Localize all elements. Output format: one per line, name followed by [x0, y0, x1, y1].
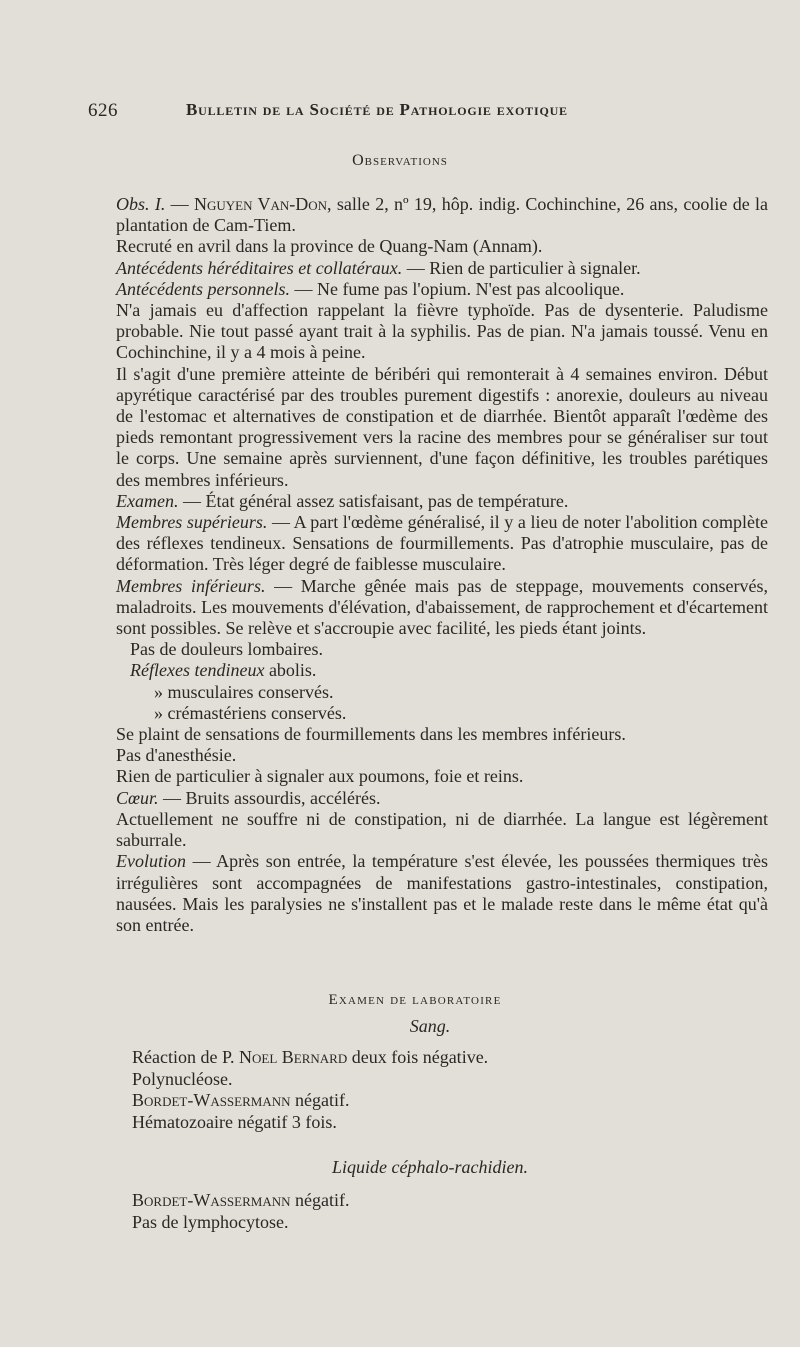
text-span: Rien de particulier à signaler aux poumons, foie et reins.: [116, 766, 524, 787]
blood-result-line: Hématozoaire négatif 3 fois.: [132, 1111, 337, 1132]
text-span: » musculaires conservés.: [154, 681, 334, 702]
blood-results: [132, 1047, 752, 1133]
text-span: Se plaint de sensations de fourmillements dans les membres inférieurs.: [116, 724, 626, 745]
blood-heading: Sang.: [409, 1016, 451, 1036]
running-title: Bulletin de la Société de Pathologie exotique: [186, 100, 568, 119]
observation-paragraph: [116, 851, 768, 936]
text-span: Pas d'anesthésie.: [116, 745, 237, 766]
observation-paragraph: [116, 724, 768, 745]
text-span: » crémastériens conservés.: [154, 702, 347, 723]
observation-paragraph: [116, 788, 768, 809]
text-span: deux fois négative.: [347, 1047, 489, 1067]
observation-paragraph: [116, 236, 768, 257]
test-name: Bordet-Wassermann: [132, 1090, 291, 1110]
csf-heading: Liquide céphalo-rachidien.: [332, 1157, 528, 1177]
observation-paragraph: [116, 279, 768, 300]
observation-text: [116, 194, 768, 936]
observation-paragraph: [116, 576, 768, 640]
csf-result-line: Pas de lymphocytose.: [132, 1211, 289, 1232]
text-span: — A part l'œdème généralisé, il y a lieu de noter l'abolition complète des réflexes tendineux. Sensations de fourmillements. Pas d'atrophie musculaire, pas de déformation. Très léger degré de faiblesse musculaire.: [116, 512, 769, 575]
text-span: Il s'agit d'une première atteinte de béribéri qui remonterait à 4 semaines environ. Début apyrétique caractérisé par des troubles purement digestifs : anorexie, douleurs au niveau de l'estomac et alternatives de constipation et de diarrhée. Bientôt apparaît l'œdème des pieds remontant progressivement vers la racine des membres pour se généraliser sur tout le corps. Une semaine après surviennent, d'une façon définitive, les troubles parétiques des membres inférieurs.: [116, 363, 768, 490]
section-heading: Observations: [352, 152, 448, 169]
text-span: — Ne fume pas l'opium. N'est pas alcoolique.: [289, 278, 625, 299]
observation-label: Membres inférieurs.: [116, 575, 266, 596]
observation-label: Examen.: [116, 490, 179, 511]
observation-paragraph: [116, 300, 768, 364]
observation-label: Evolution: [116, 851, 186, 872]
csf-results: [132, 1190, 752, 1233]
page-number: 626: [88, 100, 118, 121]
observation-paragraph: [116, 809, 768, 851]
observation-label: Antécédents héréditaires et collatéraux.: [116, 257, 403, 278]
observation-paragraph: [116, 258, 768, 279]
text-span: , salle 2, nº 19, hôp. indig. Cochinchine, 26 ans, coolie de la plantation de Cam-Tiem.: [116, 194, 769, 236]
text-span: négatif.: [290, 1190, 350, 1210]
patient-name: Nguyen Van-Don: [194, 194, 328, 214]
blood-result-line: [132, 1090, 752, 1112]
text-span: abolis.: [264, 660, 317, 681]
laboratory-heading: Examen de laboratoire: [328, 992, 502, 1008]
text-span: Actuellement ne souffre ni de constipation, ni de diarrhée. La langue est légèrement saburrale.: [116, 808, 768, 851]
text-span: —: [165, 194, 194, 214]
text-span: Recruté en avril dans la province de Quang-Nam (Annam).: [116, 236, 543, 257]
test-name: Bordet-Wassermann: [132, 1190, 291, 1210]
observation-label: Antécédents personnels.: [116, 278, 290, 299]
text-span: N'a jamais eu d'affection rappelant la fièvre typhoïde. Pas de dysenterie. Paludisme probable. Nie tout passé ayant trait à la syphilis. Pas de pian. N'a jamais toussé. Venu en Cochinchine, il y a 4 mois à peine.: [116, 300, 768, 363]
text-span: — Marche gênée mais pas de steppage, mouvements conservés, maladroits. Les mouvements d'élévation, d'abaissement, de rapprochement et d'écartement sont possibles. Se relève et s'accroupie avec facilité, les pieds étant joints.: [116, 575, 768, 639]
blood-result-line: [132, 1047, 752, 1069]
text-span: négatif.: [290, 1090, 350, 1110]
observation-paragraph: [116, 682, 768, 703]
observation-paragraph: [116, 194, 768, 236]
observation-paragraph: [116, 660, 768, 681]
observation-paragraph: [116, 512, 768, 576]
observation-paragraph: [116, 703, 768, 724]
observation-paragraph: [116, 491, 768, 512]
observation-paragraph: [116, 364, 768, 491]
observation-paragraph: [116, 766, 768, 787]
observation-label: Membres supérieurs.: [116, 512, 268, 533]
observation-paragraph: [116, 639, 768, 660]
observation-label: Cœur.: [116, 787, 159, 808]
text-span: — Après son entrée, la température s'est élevée, les poussées thermiques très irrégulières sont accompagnées de manifestations gastro-intestinales, constipation, nausées. Mais les paralysies ne s'installent pas et le malade reste dans le même état qu'à son entrée.: [116, 851, 768, 935]
text-span: — Rien de particulier à signaler.: [402, 257, 641, 278]
observation-label: Obs. I.: [116, 194, 166, 214]
text-span: Réaction de P.: [132, 1047, 239, 1067]
observation-label: Réflexes tendineux: [130, 660, 265, 681]
blood-result-line: Polynucléose.: [132, 1068, 233, 1089]
observation-paragraph: [116, 745, 768, 766]
csf-result-line: [132, 1190, 752, 1212]
author-name: Noel Bernard: [238, 1047, 348, 1067]
text-span: Pas de douleurs lombaires.: [130, 639, 323, 660]
page-header: [88, 100, 748, 130]
text-span: — État général assez satisfaisant, pas de température.: [178, 490, 569, 511]
text-span: — Bruits assourdis, accélérés.: [158, 787, 381, 808]
